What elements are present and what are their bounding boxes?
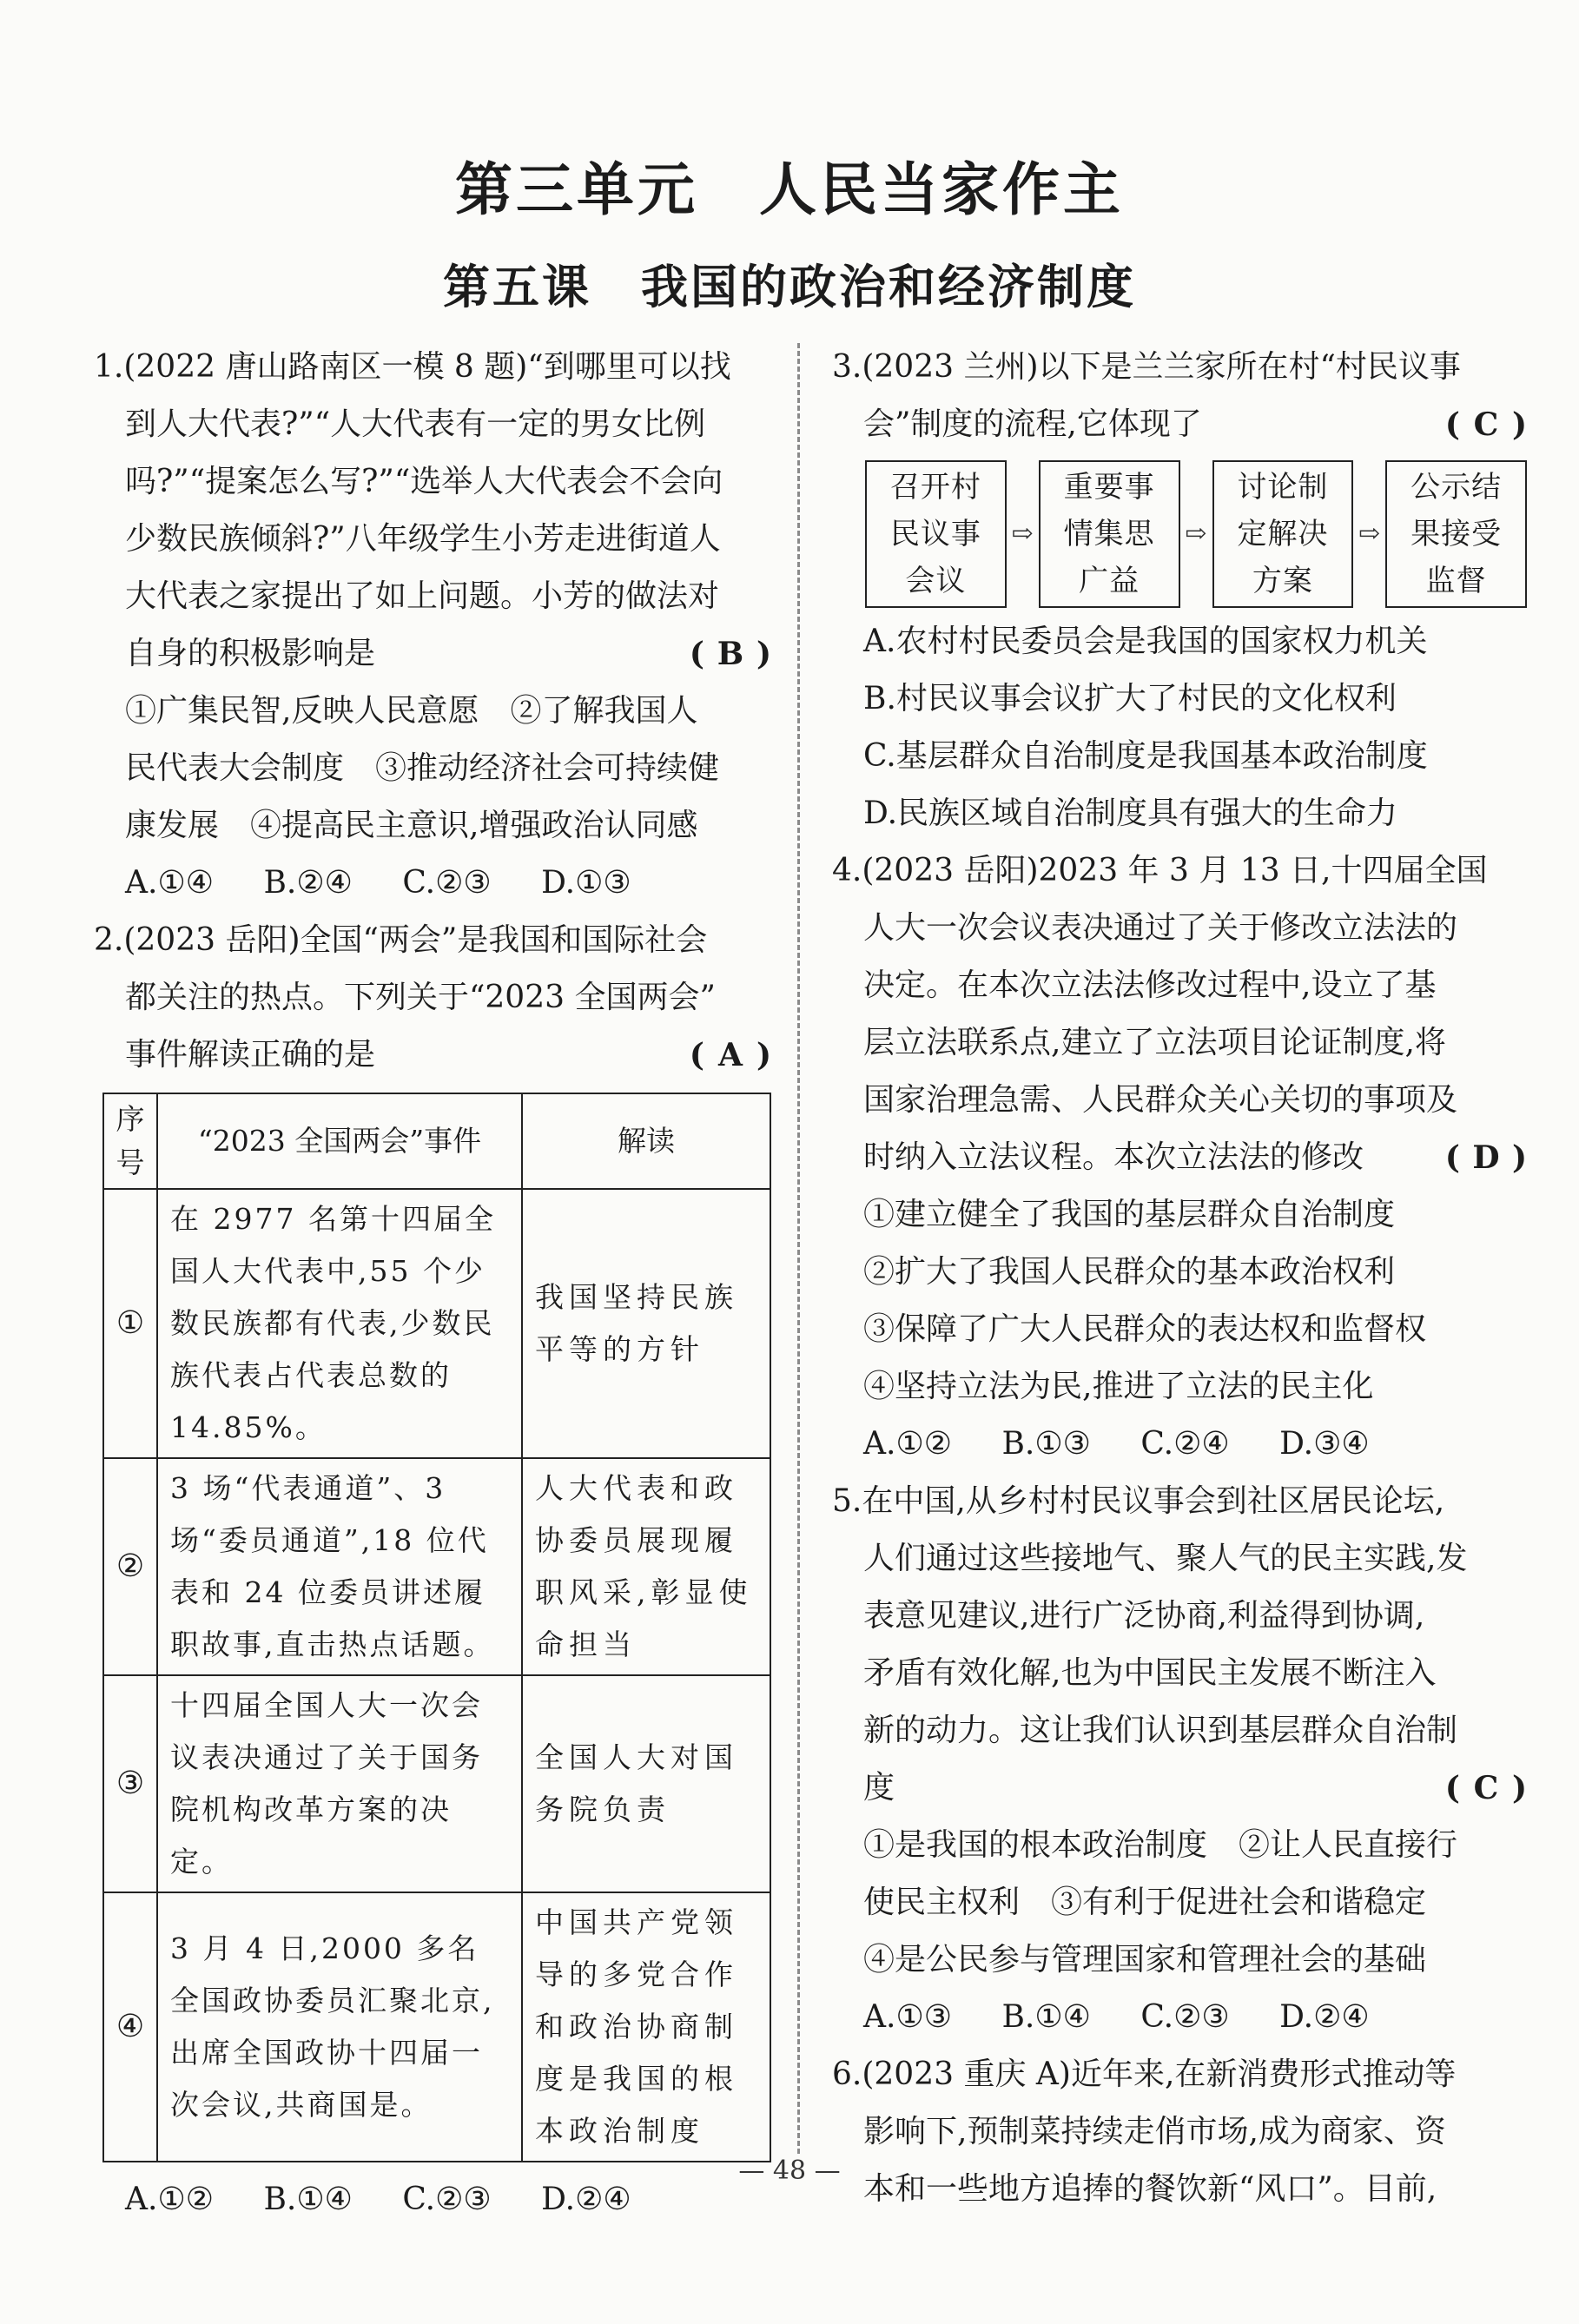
question-text-line: 国家治理急需、人民群众关心关切的事项及 bbox=[863, 1082, 1458, 1118]
option: D.①③ bbox=[541, 865, 631, 901]
question-text-line: 影响下,预制菜持续走俏市场,成为商家、资 bbox=[863, 2114, 1446, 2149]
statement-line: ④坚持立法为民,推进了立法的民主化 bbox=[863, 1369, 1374, 1404]
question-1 bbox=[94, 339, 771, 912]
option: A.农村村民委员会是我国的国家权力机关 bbox=[863, 624, 1428, 659]
answer-bracket: ( B ) bbox=[690, 625, 771, 683]
table-row bbox=[103, 1675, 770, 1892]
question-text-line: 决定。在本次立法法修改过程中,设立了基 bbox=[863, 967, 1437, 1003]
left-column bbox=[94, 339, 771, 2228]
table-row bbox=[103, 1892, 770, 2162]
option: D.②④ bbox=[1279, 1999, 1370, 2035]
option: A.①③ bbox=[863, 1999, 952, 2035]
statement-line: 康发展 ④提高民主意识,增强政治认同感 bbox=[125, 808, 698, 843]
option: D.民族区域自治制度具有强大的生命力 bbox=[863, 796, 1398, 831]
answer-letter: C bbox=[1473, 406, 1499, 443]
question-text-line bbox=[832, 1129, 1527, 1186]
question-text-line bbox=[94, 625, 771, 683]
interpretation-cell: 全国人大对国务院负责 bbox=[522, 1675, 770, 1892]
question-text-line: 大代表之家提出了如上问题。小芳的做法对 bbox=[125, 578, 720, 614]
question-text-end: 自身的积极影响是 bbox=[125, 636, 376, 671]
unit-title: 第三单元 人民当家作主 bbox=[455, 156, 1124, 223]
statement-line: ④是公民参与管理国家和管理社会的基础 bbox=[863, 1942, 1427, 1977]
table-header: 序号 bbox=[103, 1093, 157, 1189]
question-text-line: 少数民族倾斜?”八年级学生小芳走进街道人 bbox=[125, 521, 721, 557]
answer-letter: A bbox=[717, 1037, 743, 1073]
table-row bbox=[103, 1189, 770, 1458]
answer-bracket: ( A ) bbox=[690, 1027, 771, 1084]
option: D.②④ bbox=[541, 2182, 631, 2217]
question-text-end: 时纳入立法议程。本次立法法的修改 bbox=[863, 1139, 1364, 1175]
question-3 bbox=[832, 339, 1527, 842]
lesson-title: 第五课 我国的政治和经济制度 bbox=[443, 260, 1136, 314]
flow-step: 讨论制定解决方案 bbox=[1212, 460, 1354, 608]
question-text-line: 人大一次会议表决通过了关于修改立法法的 bbox=[863, 910, 1458, 946]
table-row bbox=[103, 1458, 770, 1675]
flow-arrow-icon: ⇨ bbox=[1185, 518, 1207, 549]
statement-line: ①是我国的根本政治制度 ②让人民直接行 bbox=[863, 1827, 1458, 1863]
option: C.②④ bbox=[1140, 1426, 1230, 1462]
question-text-line: 本和一些地方追捧的餐饮新“风口”。目前, bbox=[863, 2171, 1437, 2207]
answer-bracket: ( C ) bbox=[1445, 396, 1527, 453]
question-text-line: 新的动力。这让我们认识到基层群众自治制 bbox=[863, 1713, 1458, 1748]
flow-step: 公示结果接受监督 bbox=[1385, 460, 1527, 608]
flow-step: 重要事情集思广益 bbox=[1039, 460, 1180, 608]
question-text-line: 都关注的热点。下列关于“2023 全国两会” bbox=[125, 980, 716, 1015]
question-text-line: 到人大代表?”“人大代表有一定的男女比例 bbox=[125, 406, 706, 442]
interpretation-cell: 中国共产党领导的多党合作和政治协商制度是我国的根本政治制度 bbox=[522, 1892, 770, 2162]
column-divider bbox=[797, 343, 800, 2154]
flow-arrow-icon: ⇨ bbox=[1358, 518, 1381, 549]
question-text-line bbox=[832, 396, 1527, 453]
option: A.①④ bbox=[125, 865, 214, 901]
question-text-line: 表意见建议,进行广泛协商,利益得到协调, bbox=[863, 1598, 1425, 1634]
event-cell: 3 月 4 日,2000 多名全国政协委员汇聚北京,出席全国政协十四届一次会议,共商国是。 bbox=[157, 1892, 522, 2162]
event-cell: 在 2977 名第十四届全国人大代表中,55 个少数民族都有代表,少数民族代表占代表总数的 14.85%。 bbox=[157, 1189, 522, 1458]
answer-letter: C bbox=[1473, 1770, 1499, 1806]
statement-line: ①建立健全了我国的基层群众自治制度 bbox=[863, 1197, 1396, 1232]
process-flow bbox=[865, 460, 1527, 608]
flow-arrow-icon: ⇨ bbox=[1011, 518, 1034, 549]
event-cell: 3 场“代表通道”、3 场“委员通道”,18 位代表和 24 位委员讲述履职故事,直击热点话题。 bbox=[157, 1458, 522, 1675]
row-number: ② bbox=[103, 1458, 157, 1675]
option: B.村民议事会议扩大了村民的文化权利 bbox=[863, 681, 1397, 716]
question-text-line: 层立法联系点,建立了立法项目论证制度,将 bbox=[863, 1025, 1446, 1060]
question-text-line: 矛盾有效化解,也为中国民主发展不断注入 bbox=[863, 1655, 1437, 1691]
table-header-row bbox=[103, 1093, 770, 1189]
options-row bbox=[832, 1989, 1527, 2046]
question-stem: 1.(2022 唐山路南区一模 8 题)“到哪里可以找 bbox=[94, 349, 731, 385]
question-text-line bbox=[94, 1027, 771, 1084]
question-text-line: 吗?”“提案怎么写?”“选举人大代表会不会向 bbox=[125, 464, 723, 499]
row-number: ④ bbox=[103, 1892, 157, 2162]
question-text-line: 人们通过这些接地气、聚人气的民主实践,发 bbox=[863, 1541, 1468, 1576]
interpretation-cell: 我国坚持民族平等的方针 bbox=[522, 1189, 770, 1458]
answer-letter: D bbox=[1472, 1139, 1500, 1176]
statement-line: ②扩大了我国人民群众的基本政治权利 bbox=[863, 1254, 1396, 1290]
option: C.②③ bbox=[402, 865, 492, 901]
table-header: 解读 bbox=[522, 1093, 770, 1189]
question-5 bbox=[832, 1473, 1527, 2046]
question-text-end: 会”制度的流程,它体现了 bbox=[863, 406, 1202, 442]
option: A.①② bbox=[863, 1426, 952, 1462]
event-cell: 十四届全国人大一次会议表决通过了关于国务院机构改革方案的决定。 bbox=[157, 1675, 522, 1892]
option: D.③④ bbox=[1279, 1426, 1370, 1462]
page-number: — 48 — bbox=[738, 2156, 841, 2186]
question-text-line bbox=[832, 1760, 1527, 1817]
option: B.①④ bbox=[1001, 1999, 1091, 2035]
option: B.②④ bbox=[263, 865, 353, 901]
question-stem: 3.(2023 兰州)以下是兰兰家所在村“村民议事 bbox=[832, 349, 1461, 385]
question-stem: 6.(2023 重庆 A)近年来,在新消费形式推动等 bbox=[832, 2057, 1457, 2092]
row-number: ③ bbox=[103, 1675, 157, 1892]
answer-bracket: ( D ) bbox=[1445, 1129, 1527, 1186]
events-table bbox=[102, 1093, 771, 2162]
question-6 bbox=[832, 2046, 1527, 2218]
question-stem: 5.在中国,从乡村村民议事会到社区居民论坛, bbox=[832, 1483, 1445, 1519]
options-row bbox=[94, 855, 771, 912]
answer-bracket: ( C ) bbox=[1445, 1760, 1527, 1817]
statement-line: 民代表大会制度 ③推动经济社会可持续健 bbox=[125, 750, 720, 786]
row-number: ① bbox=[103, 1189, 157, 1458]
question-2 bbox=[94, 912, 771, 2228]
right-column bbox=[832, 339, 1527, 2218]
option: A.①② bbox=[125, 2182, 214, 2217]
flow-step: 召开村民议事会议 bbox=[865, 460, 1007, 608]
statement-line: ③保障了广大人民群众的表达权和监督权 bbox=[863, 1311, 1427, 1347]
option: B.①③ bbox=[1001, 1426, 1091, 1462]
statement-line: ①广集民智,反映人民意愿 ②了解我国人 bbox=[125, 693, 698, 729]
interpretation-cell: 人大代表和政协委员展现履职风采,彰显使命担当 bbox=[522, 1458, 770, 1675]
question-text-end: 度 bbox=[863, 1770, 895, 1806]
options-row bbox=[832, 1416, 1527, 1473]
question-stem: 2.(2023 岳阳)全国“两会”是我国和国际社会 bbox=[94, 922, 708, 958]
option: C.②③ bbox=[1140, 1999, 1230, 2035]
answer-letter: B bbox=[717, 636, 744, 672]
question-stem: 4.(2023 岳阳)2023 年 3 月 13 日,十四届全国 bbox=[832, 853, 1488, 888]
option: B.①④ bbox=[263, 2182, 353, 2217]
option: C.②③ bbox=[402, 2182, 492, 2217]
statement-line: 使民主权利 ③有利于促进社会和谐稳定 bbox=[863, 1885, 1427, 1920]
question-4 bbox=[832, 842, 1527, 1473]
question-text-end: 事件解读正确的是 bbox=[125, 1037, 376, 1073]
option: C.基层群众自治制度是我国基本政治制度 bbox=[863, 738, 1428, 774]
table-header: “2023 全国两会”事件 bbox=[157, 1093, 522, 1189]
